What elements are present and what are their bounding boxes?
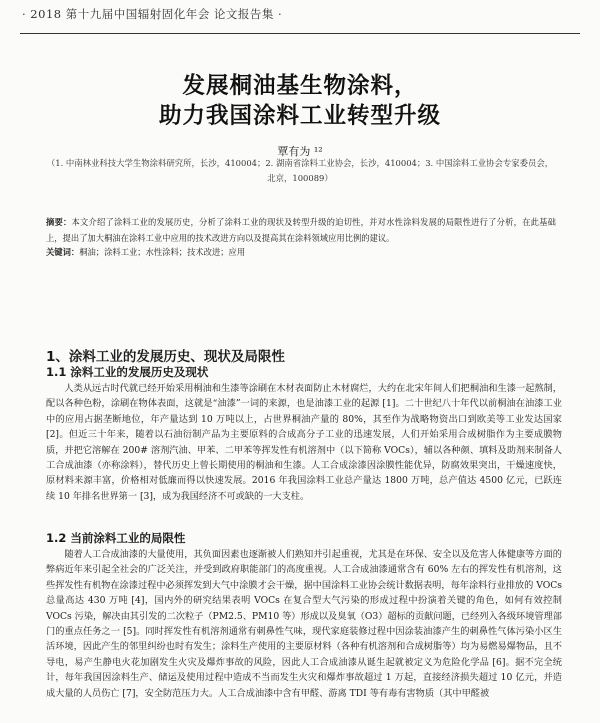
paper-title-line1: 发展桐油基生物涂料， [182, 73, 418, 99]
keywords [46, 244, 556, 260]
keywords-text: 桐油；涂料工业；水性涂料；技术改进；应用 [79, 247, 246, 257]
section-1-heading: 1、涂料工业的发展历史、现状及局限性 [46, 349, 285, 365]
header-rule [20, 33, 580, 34]
abstract [46, 214, 556, 246]
keywords-label: 关键词： [46, 247, 80, 257]
author-name: 覃有为 ¹² [277, 145, 323, 158]
section-1-1-heading: 1.1 涂料工业的发展历史及现状 [46, 365, 209, 379]
abstract-label: 摘要： [46, 217, 72, 227]
running-header: · 2018 第十九届中国辐射固化年会 论文报告集 · [22, 7, 283, 21]
section-1-2-heading: 1.2 当前涂料工业的局限性 [46, 531, 186, 545]
section-1-2-paragraph: 随着人工合成油漆的大量使用，其负面因素也逐渐被人们熟知并引起重视，尤其是在环保、安全以及危害人体健康等方面的弊病近年来引起全社会的广泛关注，并受到政府职能部门的高度重视。人工合成油漆通常含有 60% 左右的挥发性有机溶剂，这些挥发性有机物在涂漆过程中必须挥发到大气中涂膜才会干燥，据中国涂料工业协会统计数据表明，每年涂料行业排放的 VOCs 总量高达 430 万吨 [4]，国内外的研究结果表明 VOCs 在复合型大气污染的形成过程中扮演着关键的角色，如何有效控制 VOCs 污染，解决由其引发的二次粒子（PM2.5、PM10 等）形成以及臭氧（O3）超标的贡献问题，已经列入各级环境管理部门的重点任务之一 [5]。同时挥发性有机溶剂通常有刺鼻性气味，现代家庭装修过程中因涂装油漆产生的刺鼻性气体污染小区生活环境，因此产生的邻里纠纷也时有发生；涂料生产使用的主要原材料（各种有机溶剂和合成树脂等）均为易燃易爆物品，且不导电，易产生静电火花加剧发生火灾及爆炸事故的风险，因此人工合成油漆从诞生起就被定义为危险化学品 [6]。据不完全统计，每年我国因涂料生产、储运及使用过程中造成不当而发生火灾和爆炸事故超过 1 万起，直接经济损失超过 10 亿元，并造成大量的人员伤亡 [7]，安全防范压力大。人工合成油漆中含有甲醛、游离 TDI 等有毒有害物质（其中甲醛被 [46, 549, 562, 699]
abstract-text: 本文介绍了涂料工业的发展历史，分析了涂料工业的现状及转型升级的迫切性，并对水性涂料发展的局限性进行了分析，在此基础上，提出了加大桐油在涂料工业中应用的技术改进方向以及提高其在涂料领域应用比例的建议。 [46, 217, 556, 243]
paper-title-line2: 助力我国涂料工业转型升级 [158, 103, 441, 129]
author-affiliation: （1. 中南林业科技大学生物涂料研究所，长沙，410004；2. 湖南省涂料工业协会，长沙，410004；3. 中国涂料工业协会专家委员会，北京，100089） [46, 158, 554, 183]
section-1-1-paragraph: 人类从远古时代就已经开始采用桐油和生漆等涂刷在木材表面防止木材腐烂，大约在北宋年间人们把桐油和生漆一起熬制，配以各种色粉，涂刷在物体表面，这就是“油漆”一词的来源，也是油漆工业的起源 [1]。二十世纪八十年代以前桐油在油漆工业中的应用占据垄断地位，年产量达到 10 万吨以上，占世界桐油产量的 80%，其至作为战略物资出口到欧美等工业发达国家 [2]。但近三十年来，随着以石油衍制产品为主要原料的合成高分子工业的迅速发展，人们开始采用合成树脂作为主要成膜物质，并把它溶解在 200# 溶剂汽油、甲苯、二甲苯等挥发性有机溶剂中（以下简称 VOCs），辅以各种颜、填料及助剂来制备人工合成油漆（亦称涂料），替代历史上曾长期使用的桐油和生漆。人工合成涂漆因涂膜性能优异，防腐效果突出，干燥速度快，原材料来源丰富，价格相对低廉而得以快速发展。2016 年我国涂料工业总产量达 1800 万吨，总产值达 4500 亿元，已跃连续 10 年排名世界第一 [3]，成为我国经济不可或缺的一大支柱。 [46, 383, 562, 502]
